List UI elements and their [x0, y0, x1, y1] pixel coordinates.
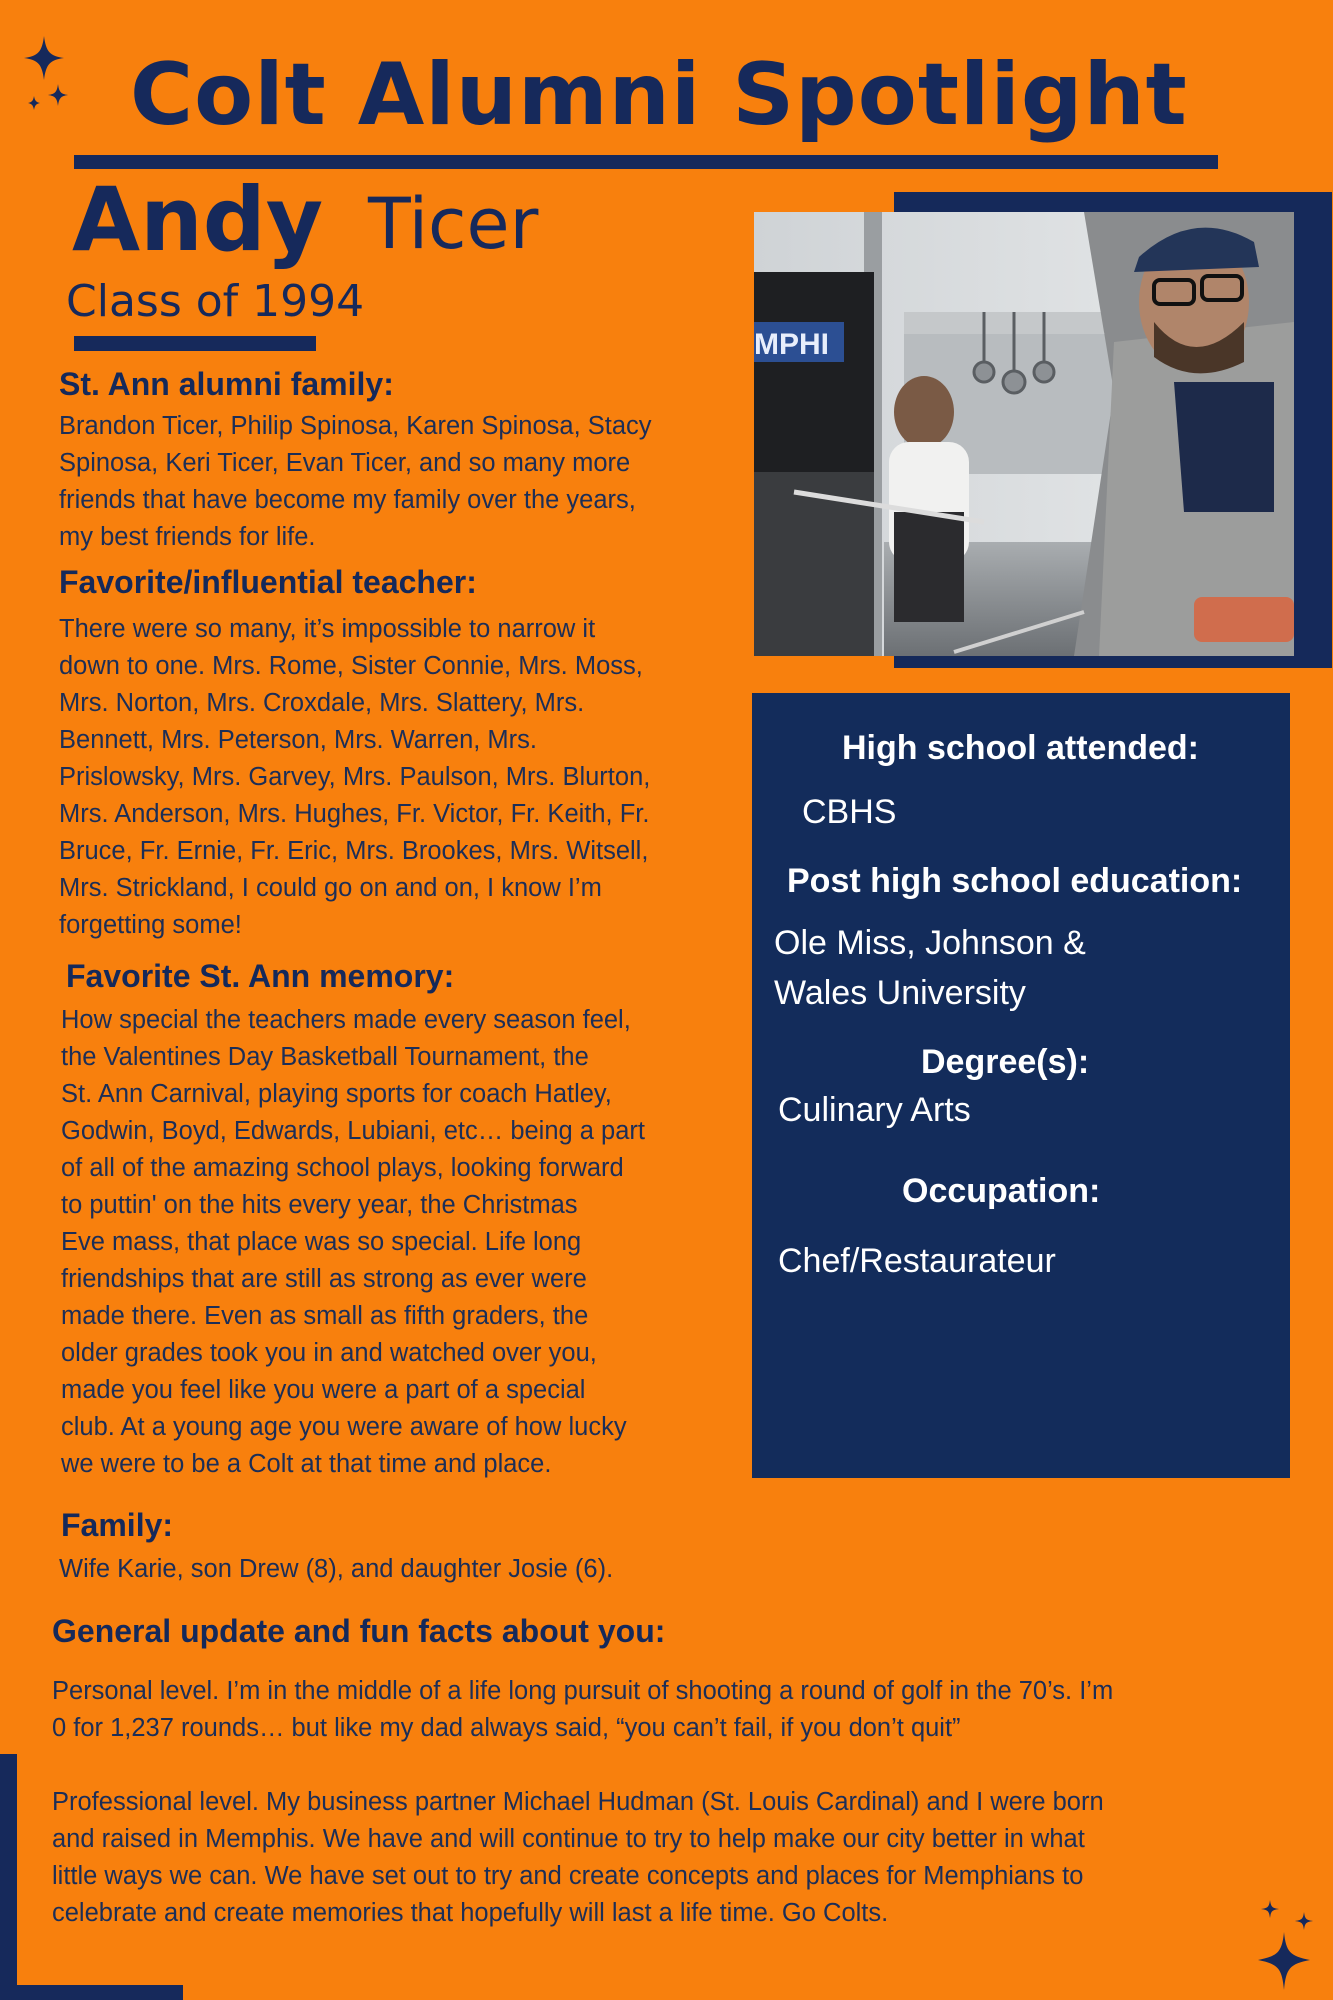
alumni-family-text [59, 408, 749, 556]
class-divider [74, 336, 316, 351]
text-line: Spinosa, Keri Ticer, Evan Ticer, and so many more [59, 449, 631, 477]
alumni-family-heading: St. Ann alumni family: [59, 366, 394, 402]
text-line: Mrs. Strickland, I could go on and on, I know I’m [59, 874, 602, 902]
text-line: Professional level. My business partner Michael Hudman (St. Louis Cardinal) and I were born [52, 1788, 1104, 1816]
kitchen-photo [754, 212, 1294, 656]
teacher-heading: Favorite/influential teacher: [59, 564, 477, 600]
text-line: 0 for 1,237 rounds… but like my dad always said, “you can’t fail, if you don’t quit” [52, 1714, 961, 1742]
professional-update-text [52, 1784, 1292, 1932]
title-divider [74, 155, 1218, 169]
text-line: Bruce, Fr. Ernie, Fr. Eric, Mrs. Brookes, Mrs. Witsell, [59, 837, 649, 865]
text-line: There were so many, it’s impossible to narrow it [59, 615, 596, 643]
high-school-label: High school attended: [842, 729, 1199, 767]
text-line: Personal level. I’m in the middle of a life long pursuit of shooting a round of golf in the 70’s. I’m [52, 1677, 1114, 1705]
personal-update-text [52, 1673, 1292, 1747]
teacher-text [59, 611, 749, 944]
text-line: friends that have become my family over the years, [59, 486, 636, 514]
info-panel [752, 693, 1290, 1478]
text-line: Godwin, Boyd, Edwards, Lubiani, etc… being a part [61, 1117, 645, 1145]
page-title: Colt Alumni Spotlight [130, 45, 1188, 145]
text-line: down to one. Mrs. Rome, Sister Connie, Mrs. Moss, [59, 652, 643, 680]
text-line: Wales University [774, 974, 1026, 1012]
text-line: made you feel like you were a part of a special [61, 1376, 586, 1404]
text-line: to puttin' on the hits every year, the Christmas [61, 1191, 578, 1219]
text-line: St. Ann Carnival, playing sports for coach Hatley, [61, 1080, 612, 1108]
text-line: club. At a young age you were aware of how lucky [61, 1413, 627, 1441]
text-line: my best friends for life. [59, 523, 316, 551]
text-line: Prislowsky, Mrs. Garvey, Mrs. Paulson, Mrs. Blurton, [59, 763, 651, 791]
first-name: Andy [72, 168, 324, 271]
text-line: forgetting some! [59, 911, 242, 939]
oven-sign: MPHI [754, 328, 829, 361]
family-heading: Family: [61, 1507, 174, 1543]
text-line: Brandon Ticer, Philip Spinosa, Karen Spinosa, Stacy [59, 412, 652, 440]
text-line: How special the teachers made every season feel, [61, 1006, 631, 1034]
post-high-school-label: Post high school education: [787, 862, 1243, 900]
update-heading: General update and fun facts about you: [52, 1613, 666, 1649]
left-accent-bar [0, 1754, 17, 2000]
degree-label: Degree(s): [921, 1043, 1090, 1081]
degree-value: Culinary Arts [778, 1091, 971, 1129]
sparkle-icon-bottom-right [1252, 1898, 1324, 1994]
text-line: friendships that are still as strong as ever were [61, 1265, 587, 1293]
class-year: Class of 1994 [66, 276, 365, 327]
chef-kitchen-illustration [754, 212, 1294, 656]
sparkle-icon-top-left [14, 34, 76, 112]
memory-heading: Favorite St. Ann memory: [66, 958, 455, 994]
high-school-value: CBHS [802, 793, 897, 831]
last-name: Ticer [368, 183, 539, 265]
text-line: older grades took you in and watched over you, [61, 1339, 597, 1367]
text-line: and raised in Memphis. We have and will continue to try to help make our city better in what [52, 1825, 1085, 1853]
occupation-value: Chef/Restaurateur [778, 1242, 1056, 1280]
memory-text [61, 1002, 751, 1483]
post-high-school-value [774, 918, 1086, 1018]
text-line: Bennett, Mrs. Peterson, Mrs. Warren, Mrs. [59, 726, 538, 754]
text-line: Mrs. Anderson, Mrs. Hughes, Fr. Victor, Fr. Keith, Fr. [59, 800, 650, 828]
text-line: made there. Even as small as fifth graders, the [61, 1302, 589, 1330]
text-line: Eve mass, that place was so special. Life long [61, 1228, 582, 1256]
family-text: Wife Karie, son Drew (8), and daughter Josie (6). [59, 1555, 614, 1583]
bottom-accent-bar [0, 1985, 183, 2000]
text-line: the Valentines Day Basketball Tournament, the [61, 1043, 589, 1071]
text-line: celebrate and create memories that hopefully will last a life time. Go Colts. [52, 1899, 889, 1927]
text-line: Ole Miss, Johnson & [774, 924, 1086, 962]
occupation-label: Occupation: [902, 1172, 1101, 1210]
text-line: we were to be a Colt at that time and place. [61, 1450, 552, 1478]
text-line: Mrs. Norton, Mrs. Croxdale, Mrs. Slattery, Mrs. [59, 689, 585, 717]
text-line: of all of the amazing school plays, looking forward [61, 1154, 624, 1182]
text-line: little ways we can. We have set out to try and create concepts and places for Memphians to [52, 1862, 1084, 1890]
